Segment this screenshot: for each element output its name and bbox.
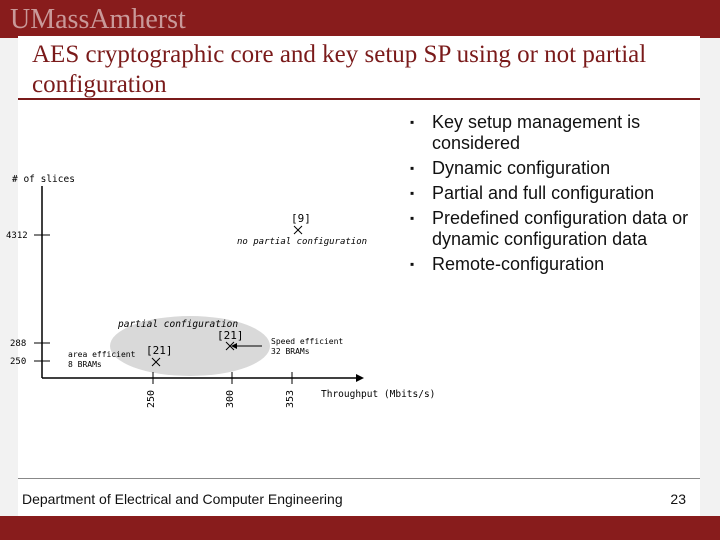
point-ref-label: [9] — [291, 212, 311, 225]
bottom-bar — [0, 516, 720, 540]
footer — [18, 478, 700, 517]
point-annotation: no partial configuration — [237, 237, 368, 247]
page-number: 23 — [670, 491, 686, 507]
bullet-mark: ▪ — [410, 257, 415, 271]
x-tick-label: 250 — [146, 389, 157, 408]
bullet-mark: ▪ — [410, 186, 415, 200]
bullet-mark: ▪ — [410, 115, 415, 129]
bullet-mark: ▪ — [410, 161, 415, 175]
point-marker-9 — [294, 226, 302, 234]
bullet-item — [402, 112, 712, 154]
x-axis-label: Throughput (Mbits/s) — [321, 389, 436, 400]
y-tick-label: 4312 — [6, 231, 28, 241]
point-annotation: Speed efficient 32 BRAMs — [271, 337, 344, 356]
group-label: partial configuration — [118, 319, 239, 330]
bullet-text: Partial and full configuration — [432, 183, 655, 203]
y-axis-label: # of slices — [12, 174, 75, 185]
point-ref-label: [21] — [217, 329, 244, 342]
point-ref-label: [21] — [146, 344, 173, 357]
x-tick-label: 300 — [225, 389, 236, 408]
bullet-item — [402, 158, 712, 179]
y-tick-label: 288 — [10, 339, 27, 349]
bullet-text: Predefined configuration data or dynamic configuration data — [432, 208, 689, 249]
bullet-item — [402, 208, 712, 250]
footer-department: Department of Electrical and Computer Engineering — [22, 491, 343, 507]
x-tick-label: 353 — [285, 389, 296, 408]
bullet-text: Key setup management is considered — [432, 112, 641, 153]
bullet-item — [402, 254, 712, 275]
point-annotation: area efficient 8 BRAMs — [68, 350, 136, 369]
y-tick-label: 250 — [10, 357, 27, 367]
x-axis-arrow — [356, 374, 364, 382]
bullet-text: Remote-configuration — [432, 254, 605, 274]
bullet-text: Dynamic configuration — [432, 158, 611, 178]
bullet-item — [402, 183, 712, 204]
umass-logo: UMassAmherst — [10, 4, 186, 35]
slide-title: AES cryptographic core and key setup SP using or not partial configuration — [32, 41, 647, 98]
bullet-mark: ▪ — [410, 211, 415, 225]
bullet-list — [402, 112, 712, 279]
